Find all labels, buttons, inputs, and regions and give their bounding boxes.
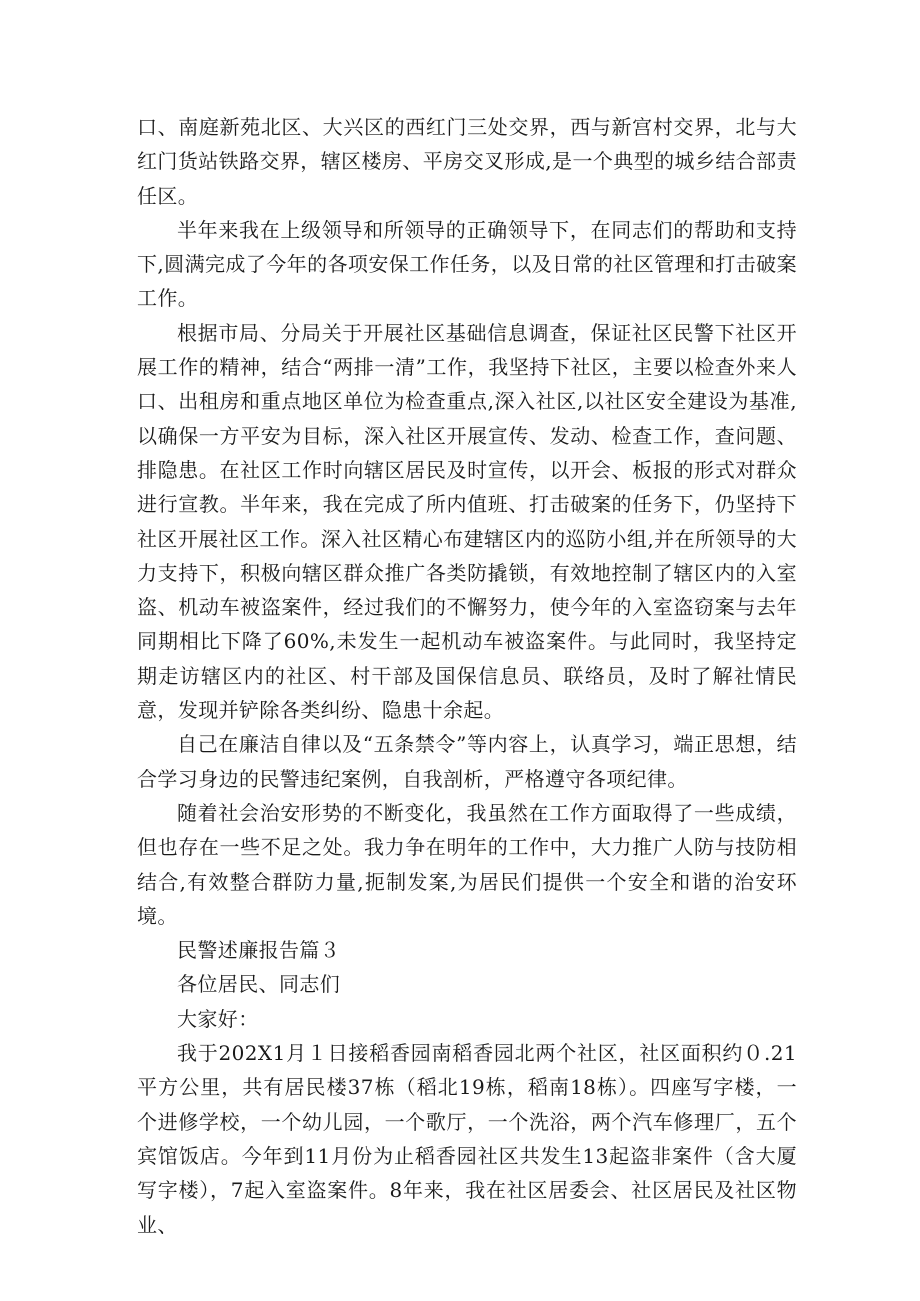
document-body	[137, 110, 797, 1242]
paragraph-integrity-discipline: 自己在廉洁自律以及“五条禁令”等内容上，认真学习，端正思想，结合学习身边的民警违纪案例，自我剖析，严格遵守各项纪律。	[137, 732, 797, 791]
paragraph-community-work: 根据市局、分局关于开展社区基础信息调查，保证社区民警下社区开展工作的精神，结合“两排一清”工作，我坚持下社区，主要以检查外来人口、出租房和重点地区单位为检查重点,深入社区,以社区安全建设为基准,以确保一方平安为目标，深入社区开展宣传、发动、检查工作，查问题、排隐患。在社区工作时向辖区居民及时宣传，以开会、板报的形式对群众进行宣教。半年来，我在完成了所内值班、打击破案的任务下，仍坚持下社区开展社区工作。深入社区精心布建辖区内的巡防小组,并在所领导的大力支持下，积极向辖区群众推广各类防撬锁，有效地控制了辖区内的入室盗、机动车被盗案件，经过我们的不懈努力，使今年的入室盗窃案与去年同期相比下降了60%,未发生一起机动车被盗案件。与此同时，我坚持定期走访辖区内的社区、村干部及国保信息员、联络员，及时了解社情民意，发现并铲除各类纠纷、隐患十余起。	[137, 320, 797, 723]
paragraph-shortcomings: 随着社会治安形势的不断变化，我虽然在工作方面取得了一些成绩，但也存在一些不足之处。我力争在明年的工作中，大力推广人防与技防相结合,有效整合群防力量,扼制发案,为居民们提供一个安全和谐的治安环境。	[137, 800, 797, 928]
paragraph-community-overview: 我于202X1月１日接稻香园南稻香园北两个社区，社区面积约０.21平方公里，共有居民楼37栋（稻北19栋，稻南18栋）。四座写字楼，一个进修学校，一个幼儿园，一个歌厅，一个洗浴，两个汽车修理厂，五个宾馆饭店。今年到11月份为止稻香园社区共发生13起盗非案件（含大厦写字楼），7起入室盗案件。8年来，我在社区居委会、社区居民及社区物业、	[137, 1041, 797, 1237]
paragraph-boundary-description: 口、南庭新苑北区、大兴区的西红门三处交界，西与新宫村交界，北与大红门货站铁路交界，辖区楼房、平房交叉形成,是一个典型的城乡结合部责任区。	[137, 115, 797, 208]
section-title: 民警述廉报告篇３	[177, 938, 341, 963]
greeting: 大家好：	[177, 1006, 259, 1031]
paragraph-half-year-summary: 半年来我在上级领导和所领导的正确领导下，在同志们的帮助和支持下,圆满完成了今年的各项安保工作任务，以及日常的社区管理和打击破案工作。	[137, 217, 797, 311]
salutation: 各位居民、同志们	[177, 972, 341, 997]
